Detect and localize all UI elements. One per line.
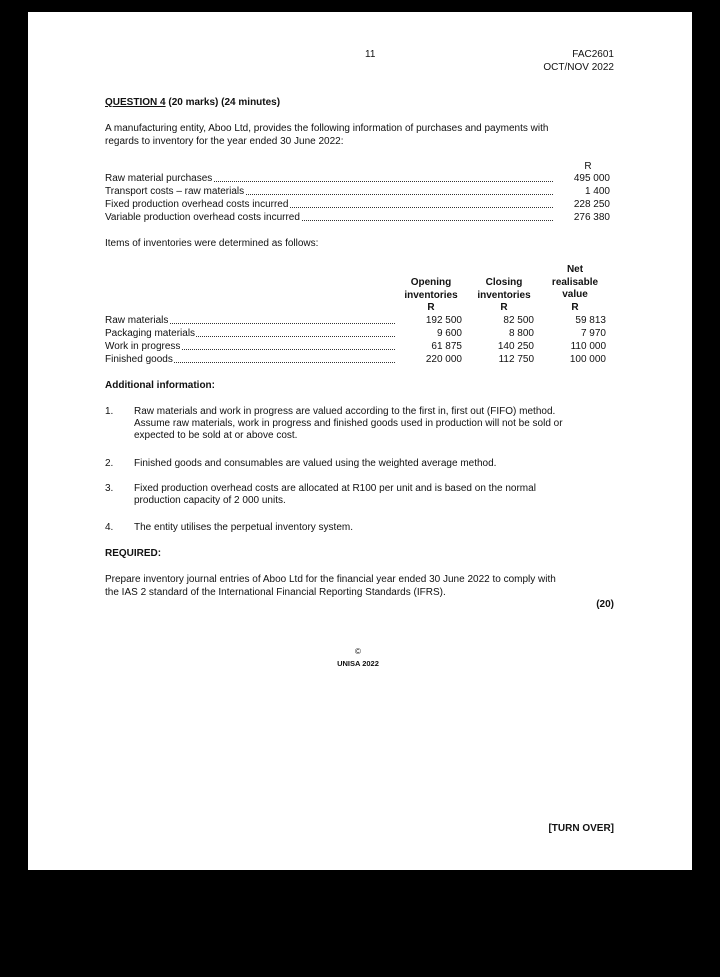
inventories-intro: Items of inventories were determined as follows: (105, 238, 319, 249)
cost-row (105, 212, 553, 224)
copyright-symbol: © (355, 647, 361, 656)
opening-currency: R (427, 302, 435, 313)
additional-item-text (134, 406, 616, 442)
additional-item-line: Fixed production overhead costs are allocated at R100 per unit and is based on the normal (134, 483, 536, 494)
inventory-closing: 112 750 (498, 354, 534, 365)
opening-header-line: Opening (410, 277, 452, 288)
additional-item-line: The entity utilises the perpetual inventory system. (134, 522, 353, 533)
additional-item-line: Finished goods and consumables are valued using the weighted average method. (134, 458, 497, 469)
closing-header-line: Closing (485, 277, 523, 288)
nrv-currency: R (571, 301, 579, 313)
cost-row (105, 199, 553, 211)
additional-item-line: Assume raw materials, work in progress and finished goods used in production will not be sold or (134, 418, 563, 429)
additional-item-text (134, 458, 616, 470)
inventory-nrv: 59 813 (575, 315, 606, 326)
closing-header (469, 277, 539, 315)
inventory-row (105, 341, 395, 353)
inventory-nrv: 110 000 (570, 341, 606, 352)
cost-value: 276 380 (573, 212, 610, 223)
page-number: 11 (365, 49, 376, 60)
nrv-header (542, 264, 608, 314)
copyright-text: UNISA 2022 (337, 659, 379, 668)
additional-item-text (134, 522, 616, 534)
inventory-row (105, 315, 395, 327)
inventory-label: Finished goods (105, 354, 173, 365)
cost-value: 495 000 (573, 173, 610, 184)
opening-header (396, 277, 466, 315)
inventory-row (105, 328, 395, 340)
exam-page (28, 12, 692, 870)
exam-session: OCT/NOV 2022 (543, 62, 614, 73)
inventory-label: Raw materials (105, 315, 169, 326)
cost-label: Raw material purchases (105, 173, 213, 184)
required-text (105, 574, 615, 599)
additional-item-text (134, 483, 616, 507)
additional-item-number: 4. (105, 522, 114, 533)
intro-paragraph (105, 123, 615, 148)
inventory-nrv: 100 000 (569, 354, 606, 365)
cost-value: 1 400 (584, 186, 610, 197)
intro-line: A manufacturing entity, Aboo Ltd, provides the following information of purchases and payments with (105, 123, 549, 134)
additional-heading: Additional information: (105, 380, 215, 391)
opening-header-line: inventories (404, 289, 458, 301)
inventory-label: Work in progress (105, 341, 181, 352)
required-line: the IAS 2 standard of the International Financial Reporting Standards (IFRS). (105, 586, 446, 598)
additional-item-line: expected to be sold at or above cost. (134, 430, 298, 441)
cost-label: Fixed production overhead costs incurred (105, 199, 289, 210)
intro-line: regards to inventory for the year ended 30 June 2022: (105, 135, 344, 147)
inventory-label: Packaging materials (105, 328, 196, 339)
nrv-header-line: value (562, 289, 588, 300)
inventory-row (105, 354, 395, 366)
cost-value: 228 250 (573, 199, 610, 210)
closing-header-line: inventories (477, 289, 531, 301)
inventory-closing: 140 250 (497, 341, 534, 352)
costs-currency-header: R (584, 161, 592, 172)
course-code: FAC2601 (572, 49, 614, 60)
cost-label: Variable production overhead costs incurred (105, 212, 300, 223)
additional-item-line: production capacity of 2 000 units. (134, 495, 286, 506)
cost-row (105, 186, 553, 198)
cost-label: Transport costs – raw materials (105, 186, 245, 197)
question-title: QUESTION 4 (105, 97, 166, 108)
closing-currency: R (500, 302, 508, 313)
required-marks: (20) (596, 599, 614, 610)
required-line: Prepare inventory journal entries of Aboo Ltd for the financial year ended 30 June 2022 to comply with (105, 574, 556, 585)
nrv-header-line: realisable (551, 276, 599, 288)
additional-item-number: 2. (105, 458, 114, 469)
inventory-opening: 192 500 (425, 315, 462, 326)
cost-row (105, 173, 553, 185)
question-marks-time: (20 marks) (24 minutes) (168, 97, 281, 108)
inventory-closing: 8 800 (508, 328, 534, 339)
additional-item-line: Raw materials and work in progress are valued according to the first in, first out (FIFO) method. (134, 406, 556, 417)
inventory-opening: 61 875 (431, 341, 462, 352)
inventory-opening: 9 600 (436, 328, 462, 339)
additional-item-number: 3. (105, 483, 114, 494)
additional-item-number: 1. (105, 406, 114, 417)
required-heading: REQUIRED: (105, 548, 162, 559)
question-title-line (105, 97, 280, 108)
nrv-header-line: Net (566, 264, 584, 275)
turn-over: [TURN OVER] (548, 823, 614, 834)
inventory-opening: 220 000 (425, 354, 462, 365)
inventory-closing: 82 500 (503, 315, 534, 326)
inventory-nrv: 7 970 (580, 328, 606, 339)
